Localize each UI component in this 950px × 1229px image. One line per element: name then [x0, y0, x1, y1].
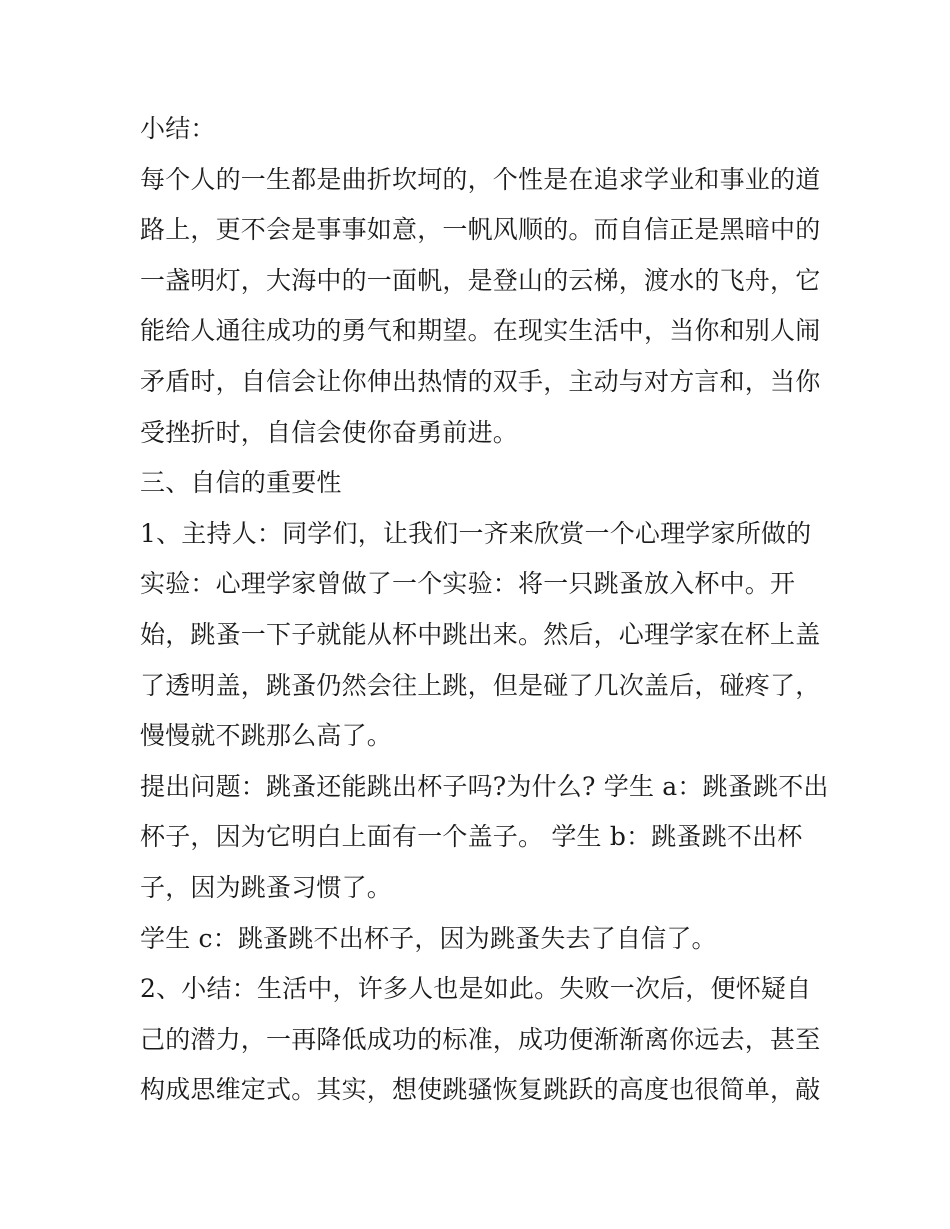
paragraph-line: 矛盾时，自信会让你伸出热情的双手，主动与对方言和，当你: [140, 366, 821, 396]
paragraph-line: 己的潜力，一再降低成功的标准，成功便渐渐离你远去，甚至: [140, 1024, 821, 1054]
paragraph-line: 实验：心理学家曾做了一个实验：将一只跳蚤放入杯中。开: [140, 569, 796, 599]
paragraph-line: 每个人的一生都是曲折坎坷的，个性是在追求学业和事业的道: [140, 164, 821, 194]
paragraph-line: 构成思维定式。其实，想使跳骚恢复跳跃的高度也很简单，敲: [140, 1075, 821, 1105]
document-body: [140, 104, 829, 1116]
paragraph-line: 子，因为跳蚤习惯了。: [140, 872, 393, 902]
paragraph-line: 1、主持人：同学们，让我们一齐来欣赏一个心理学家所做的: [140, 518, 812, 548]
section-heading: 三、自信的重要性: [140, 468, 342, 498]
paragraph-line: 慢慢就不跳那么高了。: [140, 721, 393, 751]
paragraph-line: 了透明盖，跳蚤仍然会往上跳，但是碰了几次盖后，碰疼了，: [140, 670, 821, 700]
paragraph-line: 一盏明灯，大海中的一面帆，是登山的云梯，渡水的飞舟，它: [140, 265, 821, 295]
paragraph-line: 路上，更不会是事事如意，一帆风顺的。而自信正是黑暗中的: [140, 215, 821, 245]
summary-heading: 小结：: [140, 114, 216, 143]
paragraph-line: 能给人通往成功的勇气和期望。在现实生活中，当你和别人闹: [140, 316, 821, 346]
paragraph-line: 2、小结：生活中，许多人也是如此。失败一次后，便怀疑自: [140, 974, 812, 1004]
paragraph-line: 杯子，因为它明白上面有一个盖子。 学生 b：跳蚤跳不出杯: [140, 822, 803, 852]
paragraph-line: 学生 c：跳蚤跳不出杯子，因为跳蚤失去了自信了。: [140, 923, 717, 953]
paragraph-line: 提出问题：跳蚤还能跳出杯子吗?为什么? 学生 a：跳蚤跳不出: [140, 771, 829, 801]
paragraph-line: 受挫折时，自信会使你奋勇前进。: [140, 417, 519, 447]
paragraph-line: 始，跳蚤一下子就能从杯中跳出来。然后，心理学家在杯上盖: [140, 619, 821, 649]
